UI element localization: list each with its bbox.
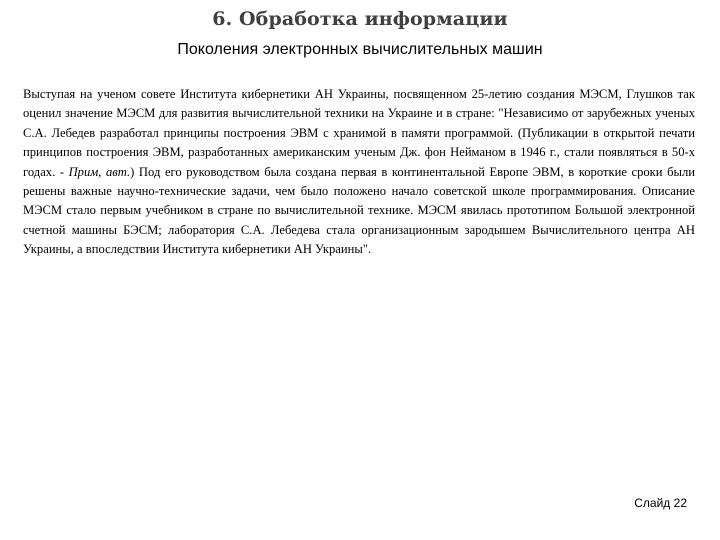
body-text-part1: Выступая на ученом совете Института кибернетики АН Украины, посвященном 25-летию создания МЭСМ, Глушков так оценил значение МЭСМ для развития вычислительной техники на Украине и в стране: "Независимо от зарубежных ученых С.А. Лебедев разработал принципы построения ЭВМ с хранимой в памяти программой. (Публикации в открытой печати принципов построения ЭВМ, разработанных американским ученым Дж. фон Нейманом в 1946 г., стали появляться в 50-х годах. - [23, 87, 695, 179]
body-paragraph [23, 85, 695, 260]
slide-subtitle: Поколения электронных вычислительных машин [177, 41, 543, 58]
slide-title: 6. Обработка информации [212, 8, 508, 30]
author-note: Прим, авт. [68, 164, 131, 179]
slide-number: Слайд 22 [634, 496, 687, 510]
body-text-part2: ) Под его руководством была создана первая в континентальной Европе ЭВМ, в короткие сроки были решены важные научно-технические задачи, чем было положено начало советской школе программирования. Описание МЭСМ стало первым учебником в стране по вычислительной технике. МЭСМ явилась прототипом Большой электронной счетной машины БЭСМ; лаборатория С.А. Лебедева стала организационным зародышем Вычислительного центра АН Украины, а впоследствии Института кибернетики АН Украины". [23, 164, 695, 257]
